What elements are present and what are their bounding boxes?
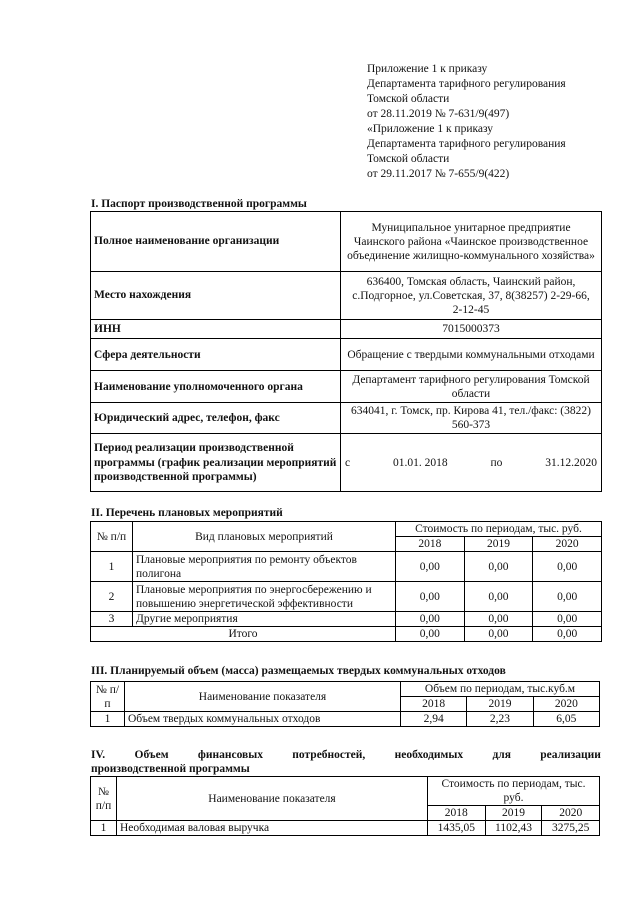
row-label: Полное наименование организации [91, 212, 341, 272]
title-word: Объем [134, 749, 169, 761]
title-word: IV. [91, 749, 106, 761]
table-row [91, 612, 602, 627]
table-row [91, 582, 602, 612]
row-label: Юридический адрес, телефон, факс [91, 403, 341, 434]
year-header: 2020 [542, 806, 600, 821]
header-line: Департамента тарифного регулирования [367, 78, 566, 90]
row-value: Муниципальное унитарное предприятие Чаинского района «Чаинское производственное объединение жилищно-коммунального хозяйства» [341, 212, 602, 272]
row-num: 1 [91, 712, 125, 727]
row-value: 0,00 [464, 582, 533, 612]
col-cost-header: Стоимость по периодам, тыс. руб. [396, 522, 602, 537]
row-value: 7015000373 [341, 320, 602, 339]
table-header-row [91, 682, 600, 697]
title-word: необходимых [394, 749, 464, 761]
table-row [91, 272, 602, 320]
year-header: 2020 [533, 697, 599, 712]
row-value: 0,00 [396, 612, 465, 627]
total-value: 0,00 [533, 627, 602, 642]
header-line: от 29.11.2017 № 7-655/9(422) [367, 168, 510, 180]
col-num-header: № п/п [91, 522, 133, 552]
waste-volume-table [90, 681, 600, 727]
header-line: Томской области [367, 153, 450, 165]
row-value: 2,94 [401, 712, 467, 727]
row-label: Сфера деятельности [91, 339, 341, 371]
year-header: 2019 [464, 537, 533, 552]
col-num-header: № п/п [91, 777, 117, 821]
row-value: 0,00 [464, 612, 533, 627]
table-row [91, 821, 600, 836]
col-num-header: № п/п [91, 682, 125, 712]
row-value: Департамент тарифного регулирования Томской области [341, 371, 602, 403]
row-value: 6,05 [533, 712, 599, 727]
year-header: 2018 [396, 537, 465, 552]
table-header-row [91, 522, 602, 537]
title-word: для [492, 749, 511, 761]
row-value: 1435,05 [428, 821, 486, 836]
row-num: 1 [91, 821, 117, 836]
year-header: 2018 [428, 806, 486, 821]
total-label: Итого [91, 627, 396, 642]
activities-table [90, 521, 602, 642]
row-label: Место нахождения [91, 272, 341, 320]
row-label: Наименование уполномоченного органа [91, 371, 341, 403]
row-value: 0,00 [533, 582, 602, 612]
header-line: Департамента тарифного регулирования [367, 138, 566, 150]
period-to-word: по [490, 456, 503, 469]
section3-title: III. Планируемый объем (масса) размещаемых твердых коммунальных отходов [91, 665, 506, 677]
table-row [91, 212, 602, 272]
col-volume-header: Объем по периодам, тыс.куб.м [401, 682, 600, 697]
table-row [91, 434, 602, 492]
row-value: 1102,43 [485, 821, 542, 836]
row-name: Плановые мероприятия по энергосбережению и повышению энергетической эффективности [133, 582, 396, 612]
title-line2: производственной программы [91, 763, 250, 775]
row-label: ИНН [91, 320, 341, 339]
row-name: Объем твердых коммунальных отходов [125, 712, 401, 727]
col-name-header: Наименование показателя [125, 682, 401, 712]
row-value: 2,23 [467, 712, 533, 727]
section2-title: II. Перечень плановых мероприятий [91, 507, 283, 519]
row-value: 0,00 [396, 582, 465, 612]
row-value: Обращение с твердыми коммунальными отходами [341, 339, 602, 371]
row-value: 3275,25 [542, 821, 600, 836]
year-header: 2019 [467, 697, 533, 712]
passport-table [90, 211, 602, 492]
table-row [91, 339, 602, 371]
order-header [367, 62, 617, 182]
row-name: Необходимая валовая выручка [117, 821, 428, 836]
table-header-row [91, 777, 600, 806]
col-name-header: Вид плановых мероприятий [133, 522, 396, 552]
table-row [91, 371, 602, 403]
row-num: 2 [91, 582, 133, 612]
row-value: 0,00 [396, 552, 465, 582]
table-row [91, 320, 602, 339]
table-total-row [91, 627, 602, 642]
period-from-word: с [345, 456, 351, 469]
section1-title: I. Паспорт производственной программы [91, 198, 307, 210]
total-value: 0,00 [464, 627, 533, 642]
header-line: «Приложение 1 к приказу [367, 123, 494, 135]
row-value: 0,00 [533, 612, 602, 627]
header-line: Томской области [367, 93, 450, 105]
title-word: реализации [540, 749, 601, 761]
col-name-header: Наименование показателя [117, 777, 428, 821]
period-from: 01.01. 2018 [392, 456, 448, 469]
col-cost-header: Стоимость по периодам, тыс. руб. [428, 777, 600, 806]
section4-title [91, 748, 601, 776]
header-line: от 28.11.2019 № 7-631/9(497) [367, 108, 510, 120]
table-row [91, 712, 600, 727]
period-to: 31.12.2020 [545, 456, 597, 469]
row-num: 1 [91, 552, 133, 582]
table-row [91, 403, 602, 434]
year-header: 2019 [485, 806, 542, 821]
title-word: финансовых [197, 749, 263, 761]
header-line: Приложение 1 к приказу [367, 63, 488, 75]
row-value: 636400, Томская область, Чаинский район, с.Подгорное, ул.Советская, 37, 8(38257) 2-29-66, 2-12-45 [341, 272, 602, 320]
period-label: Период реализации производственной программы (график реализации мероприятий производственной программы) [91, 434, 341, 492]
row-value: 0,00 [464, 552, 533, 582]
row-value: 0,00 [533, 552, 602, 582]
row-name: Плановые мероприятия по ремонту объектов полигона [133, 552, 396, 582]
row-value: 634041, г. Томск, пр. Кирова 41, тел./факс: (3822) 560-373 [341, 403, 602, 434]
row-name: Другие мероприятия [133, 612, 396, 627]
financial-needs-table [90, 776, 600, 836]
year-header: 2020 [533, 537, 602, 552]
period-value [341, 434, 602, 492]
table-row [91, 552, 602, 582]
year-header: 2018 [401, 697, 467, 712]
total-value: 0,00 [396, 627, 465, 642]
row-num: 3 [91, 612, 133, 627]
title-word: потребностей, [292, 749, 366, 761]
